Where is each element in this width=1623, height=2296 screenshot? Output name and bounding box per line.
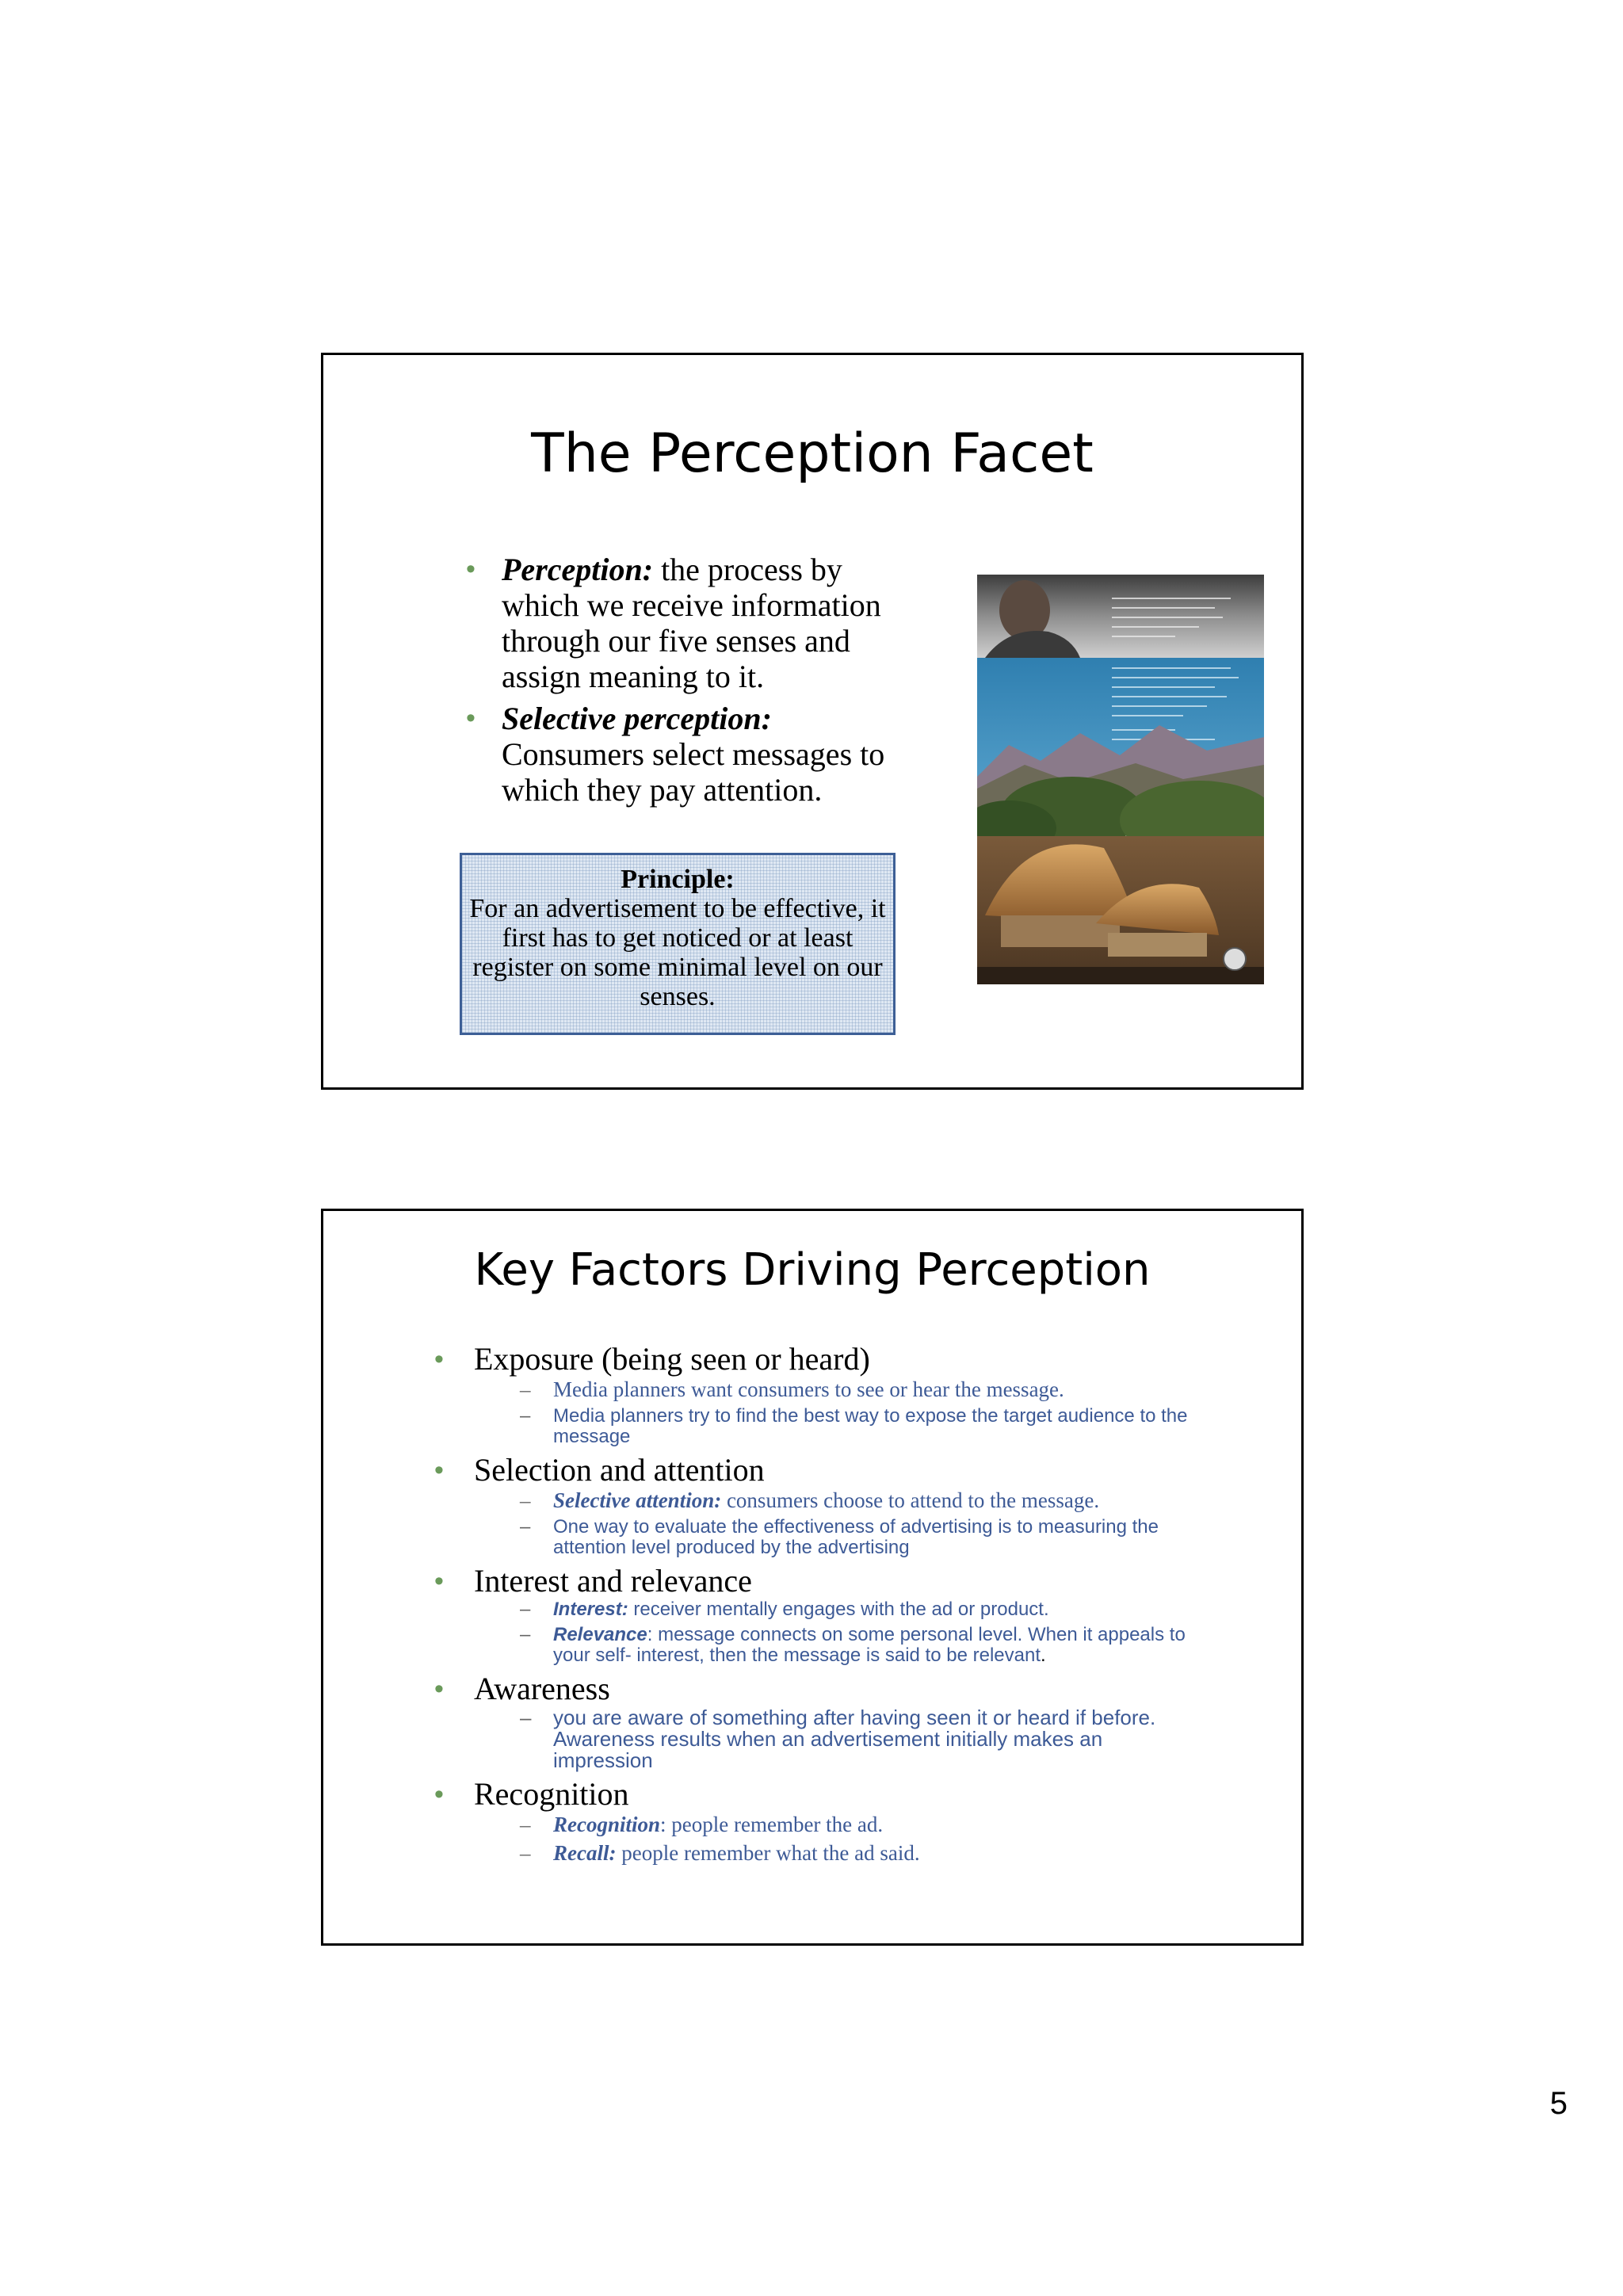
bullet-label: Interest and relevance [474,1563,752,1599]
sub-term: Relevance [553,1624,647,1645]
bullet-exposure [434,1341,1195,1447]
sub-text: Media planners want consumers to see or hear the message. [553,1377,1064,1401]
bullet-dot: • [434,1674,444,1704]
slide-perception-facet [321,353,1304,1090]
slide-key-factors [321,1209,1304,1946]
bullet-dot: • [434,1566,444,1596]
sub-item: – Relevance: message connects on some personal level. When it appeals to your self- interest, then the message is said to be relevant. [520,1624,1186,1666]
bullet-dot: • [434,1344,444,1374]
bullet-label: Recognition [474,1776,629,1812]
bullet-label: Selection and attention [474,1452,765,1488]
bullet-list [434,1338,1195,1870]
sub-item: – Recall: people remember what the ad said. [520,1841,920,1865]
sub-item: – Selective attention: consumers choose to attend to the message. [520,1488,1100,1512]
bullet-recognition [434,1776,1195,1865]
bullet-perception [466,552,910,694]
bullet-dot: • [466,703,475,733]
sub-item: – you are aware of something after having seen it or heard if before. Awareness results when an advertisement initially makes an impression [520,1706,1156,1772]
bullet-term: Perception: [502,552,654,587]
principle-box [460,853,896,1035]
slide-title: The Perception Facet [531,422,1094,485]
bullet-dot: • [466,554,475,584]
sub-text: Media planners try to find the best way to expose the target audience to the message [553,1405,1188,1447]
advertisement-image [977,575,1264,984]
bullet-selective-perception [466,701,910,808]
bullet-dot: • [434,1455,444,1485]
sub-text: : people remember the ad. [660,1813,884,1836]
sub-item: – One way to evaluate the effectiveness of advertising is to measuring the attention level produced by the advertising [520,1516,1159,1558]
sub-item: – Interest: receiver mentally engages with the ad or product. [520,1599,1049,1620]
bullet-awareness [434,1671,1195,1771]
sub-text: people remember what the ad said. [616,1841,920,1865]
sub-list [474,1813,1195,1865]
sub-item: – Media planners want consumers to see or hear the message. [520,1377,1064,1401]
sub-text: One way to evaluate the effectiveness of advertising is to measuring the attention level produced by the advertising [553,1516,1159,1558]
bullet-label: Exposure (being seen or heard) [474,1341,870,1377]
sub-term: Recognition [553,1813,661,1836]
sub-list [474,1707,1195,1771]
sub-term: Interest: [553,1599,628,1620]
sub-end: . [1041,1645,1046,1666]
sub-item: – Recognition: people remember the ad. [520,1813,884,1836]
sub-item: – Media planners try to find the best way to expose the target audience to the message [520,1405,1188,1447]
sub-text: you are aware of something after having seen it or heard if before. Awareness results when an advertisement initially makes an impression [553,1706,1156,1772]
sub-term: Recall: [553,1841,617,1865]
sub-text: receiver mentally engages with the ad or product. [628,1599,1049,1620]
bullet-interest-relevance [434,1563,1195,1666]
bullet-label: Awareness [474,1671,610,1706]
bullet-term: Selective perception: [502,701,772,736]
sub-text: : message connects on some personal level. When it appeals to your self- interest, then the message is said to be relevant [553,1624,1186,1666]
bullet-dot: • [434,1779,444,1809]
principle-heading: Principle: [621,865,735,894]
sub-list [474,1599,1195,1666]
sub-list [474,1488,1195,1558]
sub-text: consumers choose to attend to the message. [721,1488,1100,1512]
bullet-text: Consumers select messages to which they pay attention. [502,736,885,808]
slide-title: Key Factors Driving Perception [474,1244,1151,1296]
bullet-selection-attention [434,1452,1195,1558]
sub-list [474,1377,1195,1447]
bullet-list [466,552,910,814]
principle-text: For an advertisement to be effective, it first has to get noticed or at least register on some minimal level on our senses. [469,894,886,1011]
page-number: 5 [1549,2086,1568,2121]
sub-term: Selective attention: [553,1488,722,1512]
bullet-text: the process by which we receive information through our five senses and assign meaning to it. [502,552,881,694]
